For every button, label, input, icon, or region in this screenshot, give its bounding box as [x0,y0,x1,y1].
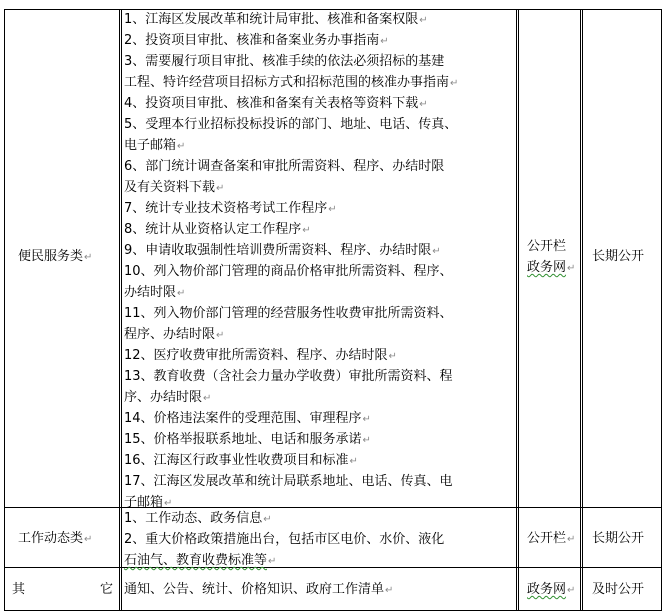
service-item-list [124,9,516,513]
list-item: 序、办结时限↵ [124,390,212,405]
paragraph-mark: ↵ [84,252,93,263]
list-item: 13、教育收费（含社会力量办学收费）审批所需资料、程 [124,369,453,384]
table-border-left [4,9,5,611]
list-item: 15、价格举报联系地址、电话和服务承诺↵ [124,432,371,447]
table-border-right [661,9,662,611]
list-item: 6、部门统计调查备案和审批所需资料、程序、办结时限 [124,159,445,174]
channel-line: 政务网↵ [527,260,576,275]
list-item: 工程、特许经营项目招标方式和招标范围的核准办事指南↵ [124,75,459,90]
list-item: 4、投资项目审批、核准和备案有关表格等资料下载↵ [124,96,428,111]
list-item: 通知、公告、统计、价格知识、政府工作清单↵ [124,582,394,597]
list-item: 办结时限↵ [124,285,186,300]
channel-cell-other: 政务网↵ [527,582,576,597]
list-item: 2、投资项目审批、核准和备案业务办事指南↵ [124,33,389,48]
col-divider-2a [516,9,517,611]
table-border-bottom [4,610,662,611]
list-item: 1、工作动态、政务信息↵ [124,511,272,526]
list-item: 14、价格违法案件的受理范围、审理程序↵ [124,411,371,426]
category-cell-other-left: 其 [12,582,26,597]
period-cell-work-news: 长期公开 [592,531,645,546]
category-cell-other-right: 它 [100,582,114,597]
list-item: 16、江海区行政事业性收费项目和标准↵ [124,453,358,468]
col-divider-3a [580,9,581,611]
list-item: 11、列入物价部门管理的经营服务性收费审批所需资料、 [124,306,453,321]
col-divider-3b [582,9,583,611]
list-item: 7、统计专业技术资格考试工作程序↵ [124,201,337,216]
col-divider-1a [119,9,120,611]
category-cell-convenience [18,246,92,268]
category-cell-work-news [18,528,92,550]
category-label: 工作动态类 [18,531,84,546]
list-item: 电子邮箱↵ [124,138,186,153]
list-item: 1、江海区发展改革和统计局审批、核准和备案权限↵ [124,12,428,27]
other-item-list [124,579,516,600]
list-item: 10、列入物价部门管理的商品价格审批所需资料、程序、 [124,264,453,279]
channel-cell-convenience [527,236,575,279]
work-news-item-list [124,508,516,571]
period-cell-other: 及时公开 [592,582,645,597]
list-item: 17、江海区发展改革和统计局联系地址、电话、传真、电 [124,474,453,489]
list-item: 子邮箱↵ [124,495,173,510]
col-divider-2b [518,9,519,611]
list-item: 3、需要履行项目审批、核准手续的依法必须招标的基建 [124,54,445,69]
list-item: 程序、办结时限↵ [124,327,225,342]
paragraph-mark: ↵ [84,534,93,545]
channel-cell-work-news: 公开栏↵ [527,531,576,546]
list-item: 2、重大价格政策措施出台，包括市区电价、水价、液化 [124,532,445,547]
list-item: 5、受理本行业招标投标投诉的部门、地址、电话、传真、 [124,117,458,132]
period-cell-convenience: 长期公开 [592,249,645,264]
list-item: 8、统计从业资格认定工作程序↵ [124,222,311,237]
channel-line: 公开栏 [527,239,567,254]
category-label: 便民服务类 [18,249,84,264]
list-item: 石油气、教育收费标准等↵ [124,553,277,568]
list-item: 及有关资料下载↵ [124,180,225,195]
col-divider-1b [121,9,122,611]
list-item: 12、医疗收费审批所需资料、程序、办结时限↵ [124,348,397,363]
list-item: 9、申请收取强制性培训费所需资料、程序、办结时限↵ [124,243,441,258]
